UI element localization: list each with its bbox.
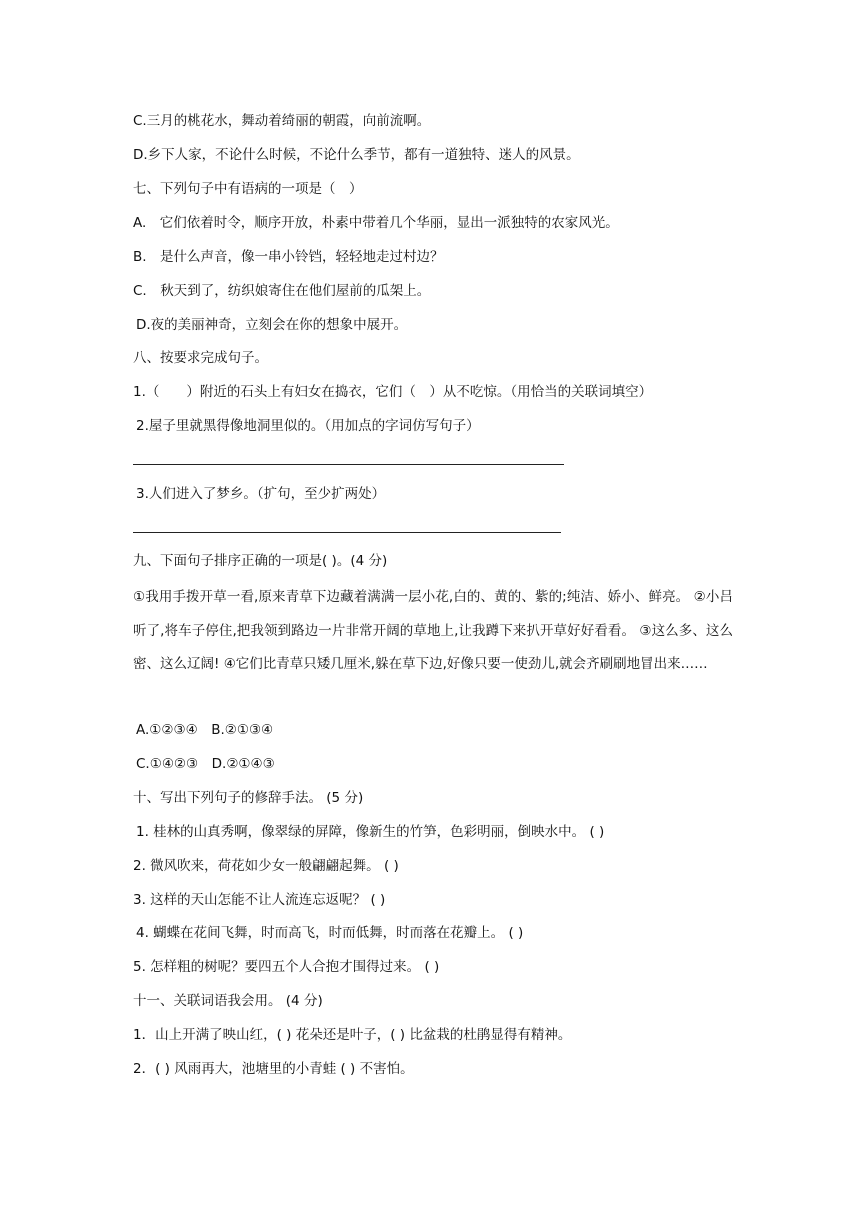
- q7-option-c: C. 秋天到了，纺织娘寄住在他们屋前的瓜架上。: [133, 283, 431, 299]
- q10-item-3: 3. 这样的天山怎能不让人流连忘返呢？ ( ): [133, 892, 386, 908]
- question-7-heading: 七、下列句子中有语病的一项是（ ）: [133, 181, 363, 197]
- q10-item-5: 5. 怎样粗的树呢？要四五个人合抱才围得过来。 ( ): [133, 959, 440, 975]
- q8-item-1: 1.（ ）附近的石头上有妇女在捣衣，它们（ ）从不吃惊。（用恰当的关联词填空）: [133, 384, 653, 400]
- q7-option-a: A. 它们依着时令，顺序开放，朴素中带着几个华丽，显出一派独特的农家风光。: [133, 215, 619, 231]
- q8-item-3: 3.人们进入了梦乡。（扩句，至少扩两处）: [136, 486, 386, 502]
- option-c-line: C.三月的桃花水，舞动着绮丽的朝霞，向前流啊。: [133, 113, 431, 129]
- question-8-heading: 八、按要求完成句子。: [133, 350, 268, 366]
- q9-options-ab: A.①②③④ B.②①③④: [136, 722, 274, 738]
- q9-passage: ①我用手拨开草一看,原来青草下边藏着满满一层小花,白的、黄的、紫的;纯洁、娇小、鲜亮。 ②小吕听了,将车子停住,把我领到路边一片非常开阔的草地上,让我蹲下来扒开草好好看看。 ③这么多、这么密、这么辽阔! ④它们比青草只矮几厘米,躲在草下边,好像只要一使劲儿,就会齐刷刷地冒出来……: [133, 589, 733, 672]
- q7-option-b: B. 是什么声音，像一串小铃铛，轻轻地走过村边？: [133, 249, 444, 265]
- question-9-heading: 九、下面句子排序正确的一项是( )。(4 分): [133, 553, 388, 569]
- q11-item-2: 2．( ) 风雨再大，池塘里的小青蛙 ( ) 不害怕。: [133, 1061, 414, 1077]
- q7-option-d: D.夜的美丽神奇，立刻会在你的想象中展开。: [136, 317, 408, 333]
- q8-item-2: 2.屋子里就黑得像地洞里似的。（用加点的字词仿写句子）: [136, 418, 480, 434]
- question-11-heading: 十一、关联词语我会用。 (4 分): [133, 993, 323, 1009]
- q10-item-1: 1. 桂林的山真秀啊，像翠绿的屏障，像新生的竹笋，色彩明丽，倒映水中。 ( ): [136, 824, 605, 840]
- answer-line: [133, 464, 564, 465]
- q9-options-cd: C.①④②③ D.②①④③: [136, 756, 275, 772]
- answer-line: [133, 532, 561, 533]
- q11-item-1: 1．山上开满了映山红，( ) 花朵还是叶子，( ) 比盆栽的杜鹃显得有精神。: [133, 1027, 572, 1043]
- q10-item-4: 4. 蝴蝶在花间飞舞，时而高飞，时而低舞，时而落在花瓣上。 ( ): [136, 925, 524, 941]
- option-d-line: D.乡下人家，不论什么时候，不论什么季节，都有一道独特、迷人的风景。: [133, 147, 580, 163]
- question-10-heading: 十、写出下列句子的修辞手法。 (5 分): [133, 790, 364, 806]
- q10-item-2: 2. 微风吹来，荷花如少女一般翩翩起舞。 ( ): [133, 858, 399, 874]
